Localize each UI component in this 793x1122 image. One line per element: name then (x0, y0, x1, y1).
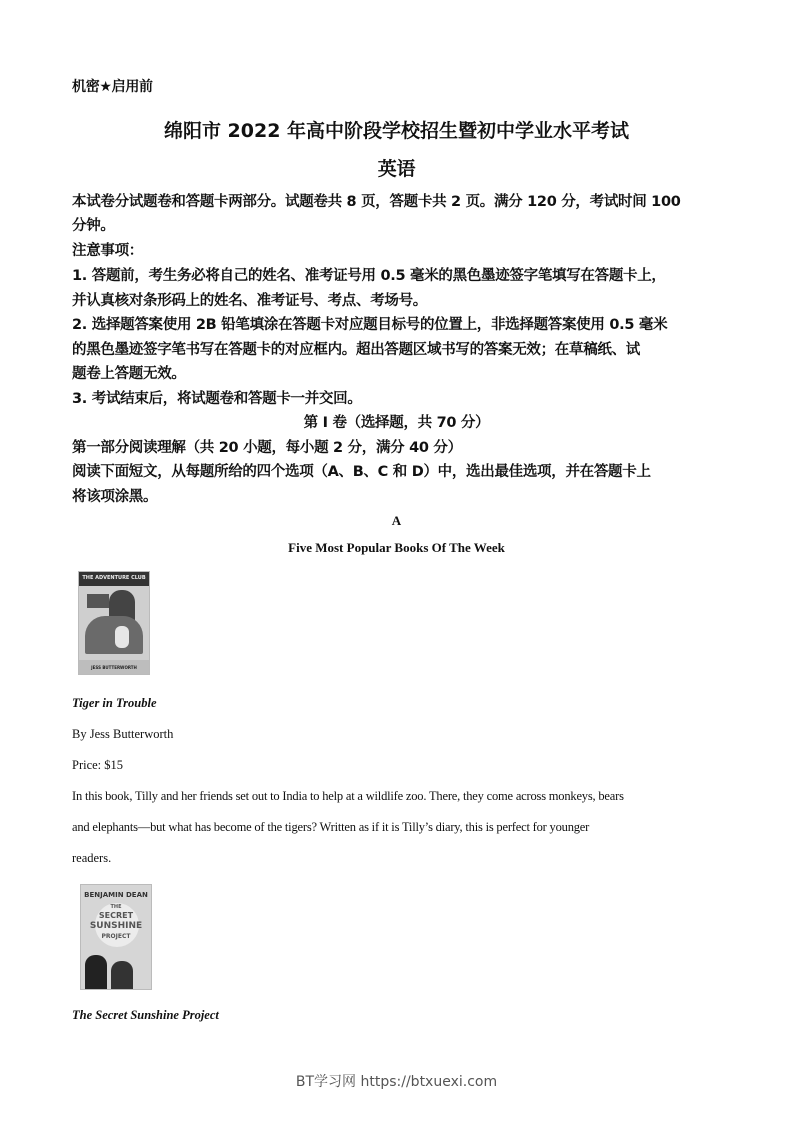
book-cover-secret-sunshine-project: BENJAMIN DEAN THE SECRET SUNSHINE PROJECT (80, 884, 152, 990)
passage-label: A (391, 513, 402, 528)
note-2-line-3: 题卷上答题无效。 (72, 366, 186, 382)
watermark-footer: BT学习网 https://btxuexi.com (295, 1074, 498, 1090)
note-2-line-2: 的黑色墨迹签字笔书写在答题卡的对应框内。超出答题区域书写的答案无效；在草稿纸、试 (72, 342, 640, 358)
passage-heading: Five Most Popular Books Of The Week (288, 540, 505, 555)
note-2-line-1: 2. 选择题答案使用 2B 铅笔填涂在答题卡对应题目标号的位置上，非选择题答案使用 0.5 毫米 (72, 317, 668, 333)
cover-author: BENJAMIN DEAN (84, 891, 148, 899)
note-1-line-1: 1. 答题前，考生务必将自己的姓名、准考证号用 0.5 毫米的黑色墨迹签字笔填写在答题卡上， (72, 268, 666, 284)
book-cover-tiger-in-trouble (78, 571, 150, 675)
confidential-label: 机密★启用前 (72, 79, 153, 95)
note-3-line-1: 3. 考试结束后，将试题卷和答题卡一并交回。 (72, 391, 362, 407)
book-1-desc-line-2: and elephants—but what has become of the tigers? Written as if it is Tilly’s diary, this is perfect for younger (72, 820, 590, 834)
notes-heading: 注意事项： (72, 243, 143, 259)
exam-title: 绵阳市 2022 年高中阶段学校招生暨初中学业水平考试 (163, 120, 630, 142)
book-1-author: By Jess Butterworth (72, 727, 174, 741)
subject-title: 英语 (377, 158, 416, 180)
book-1-desc-line-1: In this book, Tilly and her friends set out to India to help at a wildlife zoo. There, they come across monkeys, bears (72, 789, 624, 803)
intro-line-1: 本试卷分试题卷和答题卡两部分。试题卷共 8 页，答题卡共 2 页。满分 120 分，考试时间 100 (72, 194, 681, 210)
note-1-line-2: 并认真核对条形码上的姓名、准考证号、考点、考场号。 (72, 293, 427, 309)
instruction-line-2: 将该项涂黑。 (72, 489, 158, 505)
book-1-price: Price: $15 (72, 758, 124, 772)
cover-text-bottom: JESS BUTTERWORTH (91, 665, 137, 670)
cover-text-top: THE ADVENTURE CLUB (82, 575, 146, 581)
book-1-desc-line-3: readers. (72, 851, 112, 865)
book-1-title: Tiger in Trouble (72, 696, 157, 710)
part-title: 第一部分阅读理解（共 20 小题，每小题 2 分，满分 40 分） (72, 440, 462, 456)
intro-line-2: 分钟。 (72, 218, 115, 234)
book-2-title: The Secret Sunshine Project (72, 1008, 219, 1022)
instruction-line-1: 阅读下面短文，从每题所给的四个选项（A、B、C 和 D）中，选出最佳选项，并在答题卡上 (72, 464, 651, 480)
volume-title: 第 I 卷（选择题，共 70 分） (303, 415, 490, 431)
